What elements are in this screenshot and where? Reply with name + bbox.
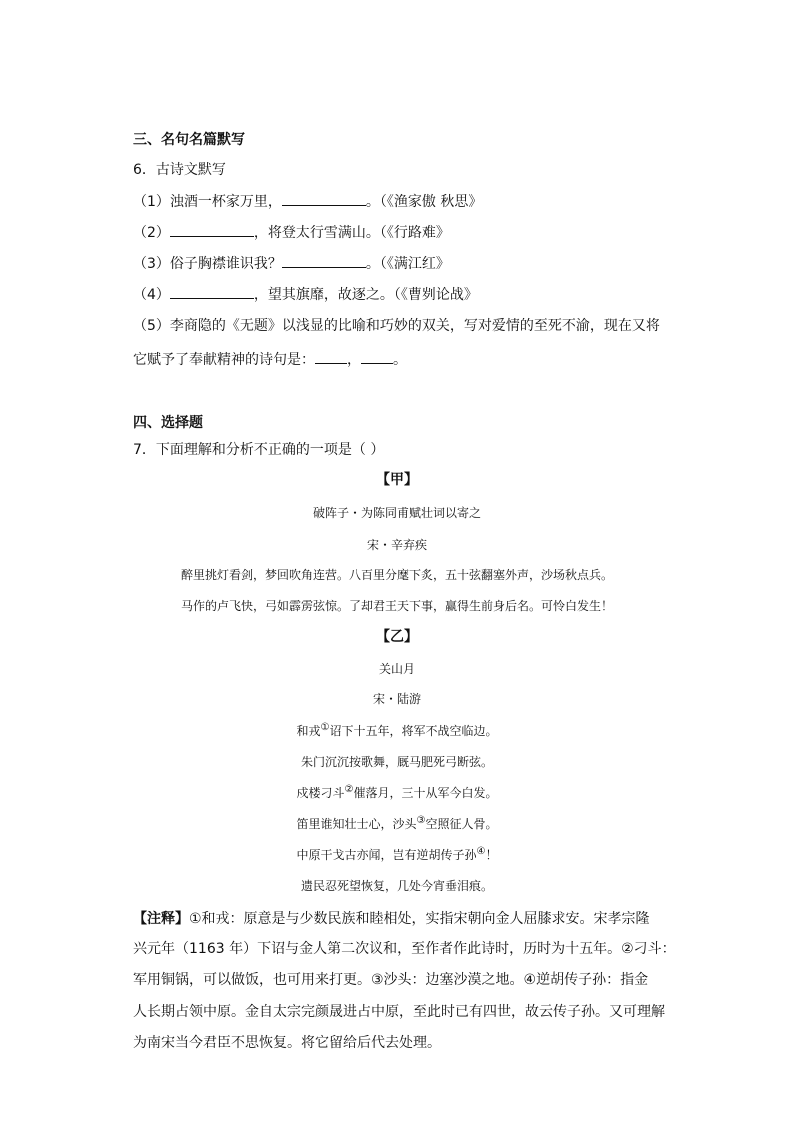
section-4-heading: 四、选择题 [133, 415, 203, 431]
item-3-pre: （3）俗子胸襟谁识我？ [133, 256, 282, 272]
item-1-post: 。（《渔家傲 秋思》 [365, 194, 483, 210]
notes-line-3: 军用铜锅，可以做饭，也可用来打更。③沙头：边塞沙漠之地。④逆胡传子孙：指金 [133, 972, 649, 988]
item-2-pre: （2） [133, 225, 170, 241]
answer-blank-5b[interactable] [361, 349, 393, 364]
item-4-pre: （4） [133, 287, 170, 303]
item-2-post: ，将登太行雪满山。（《行路难》 [253, 225, 450, 241]
poem-1-line-1: 醉里挑灯看剑，梦回吹角连营。八百里分麾下炙，五十弦翻塞外声，沙场秋点兵。 [180, 568, 613, 582]
question-6: 6．古诗文默写 [133, 162, 226, 178]
note-marker-4: ④ [476, 846, 486, 857]
poem-2-author: 宋・陆游 [372, 692, 421, 706]
poem-1-author: 宋・辛弃疾 [366, 538, 427, 552]
poem-2-line-1 [0, 722, 794, 740]
item-4 [133, 284, 478, 305]
poem-2-line-3b: 催落月，三十从军今白发。 [353, 786, 498, 800]
notes-line-4: 人长期占领中原。金自太宗完颜晟进占中原，至此时已有四世，故云传子孙。又可理解 [133, 1004, 665, 1020]
item-5-sep: ， [347, 352, 361, 368]
item-5-pre: 它赋予了奉献精神的诗句是： [133, 352, 315, 368]
item-1-pre: （1）浊酒一杯家万里， [133, 194, 282, 210]
poem-2-label: 【乙】 [376, 629, 418, 645]
poem-2-line-1b: 诏下十五年，将军不战空临边。 [329, 724, 498, 738]
poem-2-line-4a: 笛里谁知壮士心，沙头 [296, 817, 417, 831]
poem-2-title: 关山月 [378, 662, 415, 676]
notes-line-5: 为南宋当今君臣不思恢复。将它留给后代去处理。 [133, 1035, 441, 1051]
note-marker-3: ③ [416, 815, 426, 826]
item-4-post: ，望其旗靡，故逐之。（《曹刿论战》 [253, 287, 478, 303]
item-5-end: 。 [393, 352, 407, 368]
note-marker-2: ② [344, 784, 354, 795]
notes-line-1-text: ①和戎：原意是与少数民族和睦相处，实指宋朝向金人屈膝求安。宋孝宗隆 [189, 911, 650, 927]
poem-1-title: 破阵子・为陈同甫赋壮词以寄之 [312, 506, 481, 520]
item-5-line-2 [133, 349, 407, 370]
answer-blank-4[interactable] [170, 284, 254, 299]
notes-line-2: 兴元年（1163 年）下诏与金人第二次议和，至作者作此诗时，历时为十五年。②刁斗： [133, 941, 676, 957]
note-marker-1: ① [320, 722, 330, 733]
poem-2-line-2: 朱门沉沉按歌舞，厩马肥死弓断弦。 [300, 755, 493, 769]
item-1 [133, 191, 482, 212]
answer-blank-3[interactable] [282, 253, 366, 268]
item-2 [133, 222, 450, 243]
poem-2-line-5a: 中原干戈古亦闻，岂有逆胡传子孙 [296, 848, 477, 862]
poem-2-line-4 [0, 815, 794, 833]
poem-2-line-4b: 空照征人骨。 [425, 817, 498, 831]
poem-2-line-6: 遗民忍死望恢复，几处今宵垂泪痕。 [300, 879, 493, 893]
poem-1-label: 【甲】 [376, 472, 418, 488]
answer-blank-2[interactable] [170, 222, 254, 237]
section-3-heading: 三、名句名篇默写 [133, 132, 245, 148]
poem-2-line-3 [0, 784, 794, 802]
poem-2-line-3a: 戍楼刁斗 [296, 786, 345, 800]
answer-blank-1[interactable] [282, 191, 366, 206]
poem-1-line-2: 马作的卢飞快，弓如霹雳弦惊。了却君王天下事，赢得生前身后名。可怜白发生！ [180, 599, 613, 613]
item-3-post: 。（《满江红》 [365, 256, 450, 272]
question-7: 7．下面理解和分析不正确的一项是（ ） [133, 442, 385, 458]
poem-2-line-1a: 和戎 [296, 724, 321, 738]
item-3 [133, 253, 450, 274]
notes-line-1 [133, 909, 650, 929]
item-5-line-1: （5）李商隐的《无题》以浅显的比喻和巧妙的双关，写对爱情的至死不渝，现在又将 [133, 318, 660, 334]
notes-label: 【注释】 [133, 911, 189, 927]
poem-2-line-5b: ！ [485, 848, 498, 862]
answer-blank-5a[interactable] [315, 349, 347, 364]
poem-2-line-5 [0, 846, 794, 864]
